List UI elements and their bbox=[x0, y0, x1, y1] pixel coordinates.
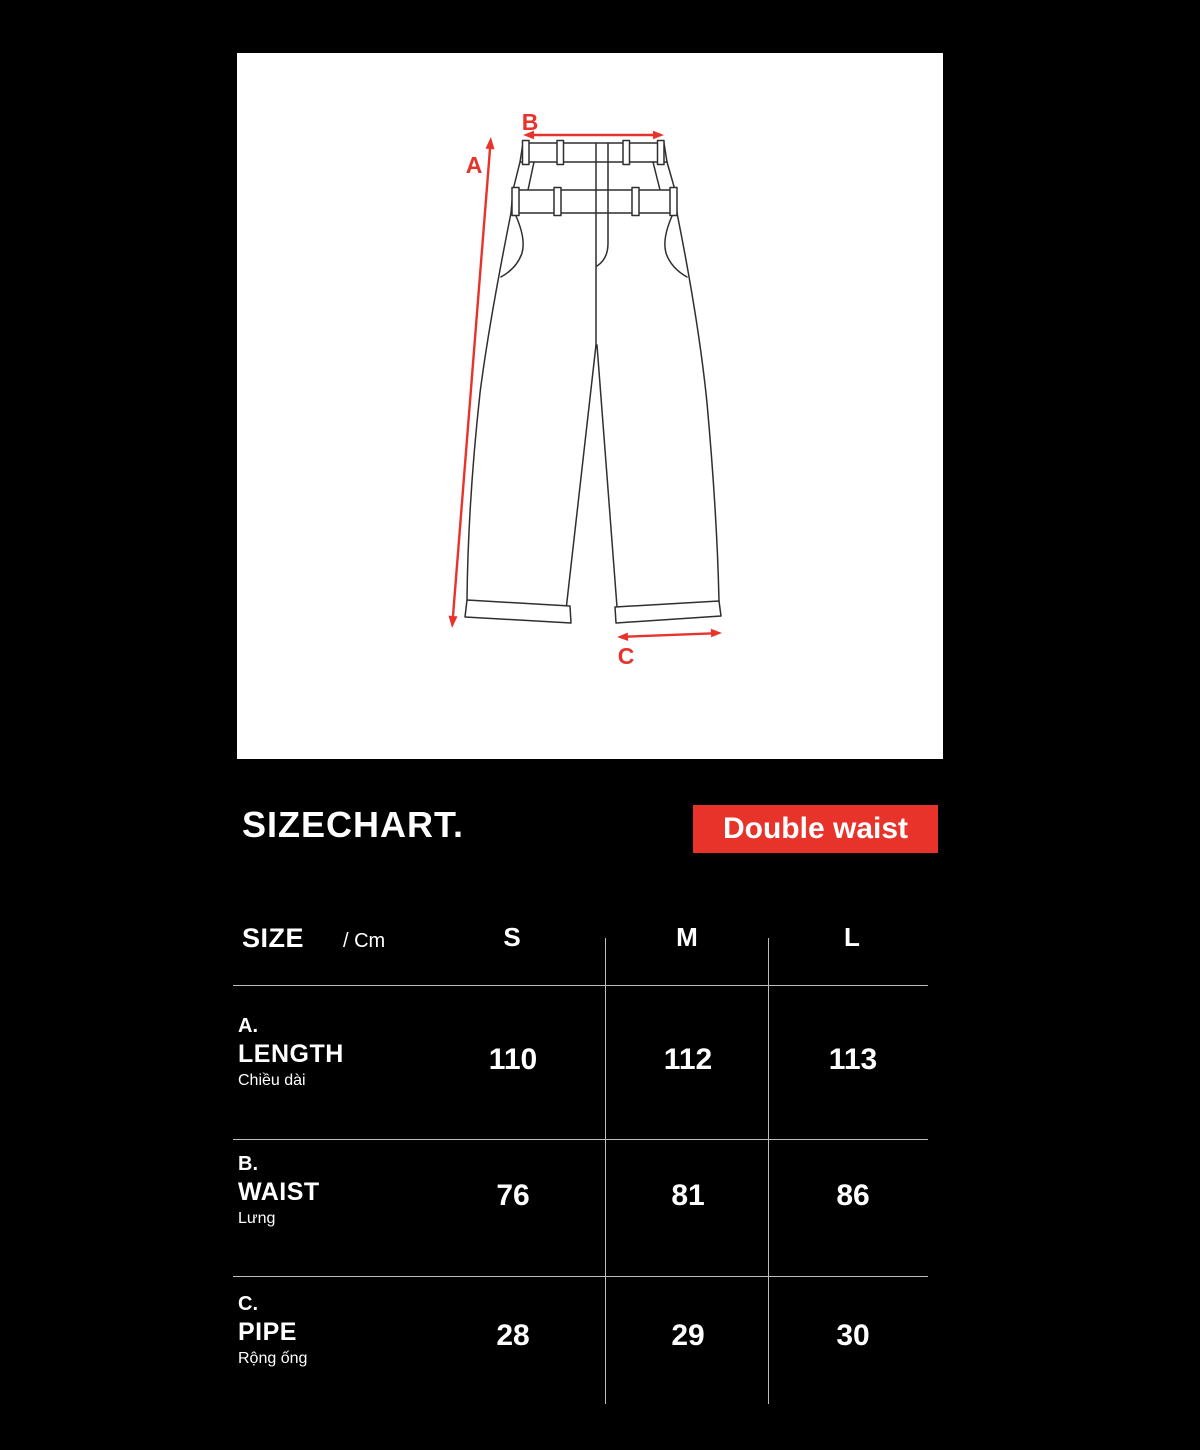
row-subtitle: Rộng ống bbox=[238, 1350, 308, 1367]
length-value-l: 113 bbox=[828, 1043, 878, 1076]
style-badge: Double waist bbox=[693, 805, 938, 853]
divider-row-a bbox=[233, 1139, 928, 1140]
column-header-m: M bbox=[676, 922, 698, 952]
fly-seam bbox=[596, 143, 608, 345]
left-outer-seam bbox=[467, 213, 511, 600]
lower-waistband bbox=[511, 190, 677, 213]
pipe-value-l: 30 bbox=[836, 1319, 870, 1352]
row-name: LENGTH bbox=[238, 1040, 344, 1068]
waist-value-m: 81 bbox=[671, 1179, 705, 1212]
arrow-a-line bbox=[453, 149, 490, 616]
table-row-length-label bbox=[238, 1013, 344, 1093]
divider-header bbox=[233, 985, 928, 986]
dimension-label-b: B bbox=[521, 109, 539, 135]
waist-value-s: 76 bbox=[496, 1179, 530, 1212]
pipe-value-s: 28 bbox=[496, 1319, 530, 1352]
row-name: PIPE bbox=[238, 1318, 297, 1346]
yoke-seams bbox=[513, 162, 675, 190]
table-row-pipe-label bbox=[238, 1291, 307, 1371]
diagram-panel bbox=[237, 53, 943, 759]
right-outer-seam bbox=[677, 213, 719, 601]
dimension-label-a: A bbox=[465, 152, 483, 178]
divider-col-ml bbox=[768, 938, 769, 1404]
arrow-a-head-top bbox=[486, 137, 495, 149]
row-code: C. bbox=[238, 1293, 258, 1315]
row-subtitle: Lưng bbox=[238, 1210, 276, 1227]
arrow-c-head-right bbox=[711, 629, 722, 637]
size-header-label: SIZE bbox=[242, 923, 305, 953]
length-value-m: 112 bbox=[663, 1043, 713, 1076]
arrow-a-head-bottom bbox=[449, 616, 458, 628]
left-cuff bbox=[465, 600, 571, 623]
row-subtitle: Chiều dài bbox=[238, 1072, 306, 1089]
row-name: WAIST bbox=[238, 1178, 320, 1206]
arrow-c-line bbox=[625, 633, 714, 636]
inseams bbox=[566, 345, 617, 610]
divider-col-sm bbox=[605, 938, 606, 1404]
pipe-value-m: 29 bbox=[671, 1319, 705, 1352]
pants-outline bbox=[465, 141, 721, 624]
row-code: B. bbox=[238, 1153, 258, 1175]
table-row-waist-label bbox=[238, 1151, 320, 1231]
arrow-c-head-left bbox=[617, 633, 628, 641]
column-header-s: S bbox=[503, 922, 521, 952]
row-code: A. bbox=[238, 1015, 258, 1037]
column-header-l: L bbox=[844, 922, 860, 952]
waist-value-l: 86 bbox=[836, 1179, 870, 1212]
pants-diagram bbox=[237, 53, 943, 759]
divider-row-b bbox=[233, 1276, 928, 1277]
right-cuff bbox=[615, 601, 721, 623]
page-title: SIZECHART. bbox=[242, 804, 465, 845]
length-value-s: 110 bbox=[488, 1043, 538, 1076]
upper-waistband bbox=[520, 143, 667, 162]
dimension-label-c: C bbox=[617, 643, 635, 669]
arrow-b-head-right bbox=[653, 131, 664, 139]
unit-label: / Cm bbox=[343, 930, 386, 952]
